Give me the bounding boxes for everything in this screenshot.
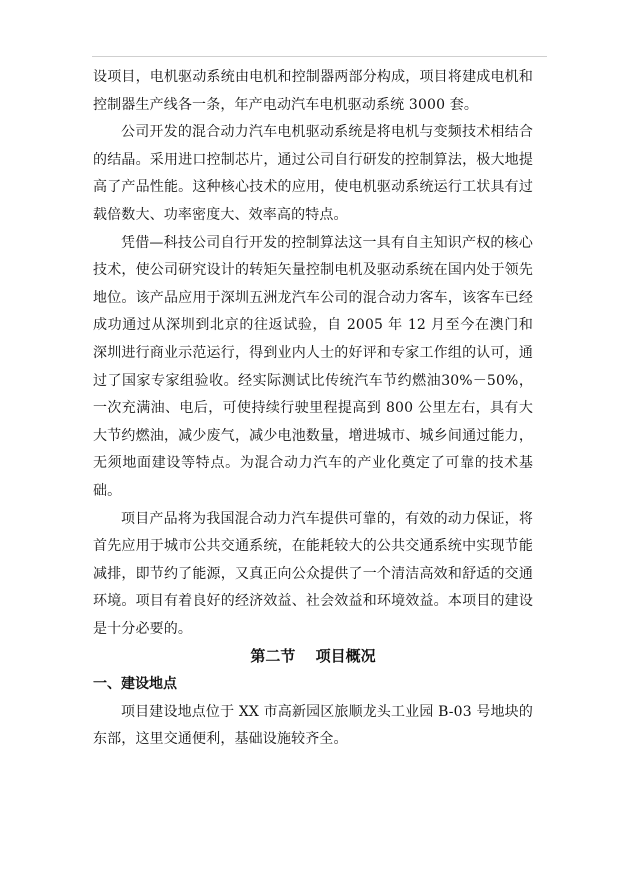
paragraph-necessity: 项目产品将为我国混合动力汽车提供可靠的，有效的动力保证，将首先应用于城市公共交通系统，在能耗较大的公共交通系统中实现节能减排，即节约了能源，又真正向公众提供了一个清洁高效和舒适的交通环境。项目有着良好的经济效益、社会效益和环境效益。本项目的建设是十分必要的。 bbox=[93, 510, 533, 637]
subsection-heading: 一、建设地点 bbox=[93, 676, 177, 693]
paragraph-location: 项目建设地点位于 XX 市高新园区旅顺龙头工业园 B-03 号地块的东部，这里交通便利，基础设施较齐全。 bbox=[93, 703, 533, 748]
paragraph-core-technology: 凭借—科技公司自行开发的控制算法这一具有自主知识产权的核心技术，使公司研究设计的转矩矢量控制电机及驱动系统在国内处于领先地位。该产品应用于深圳五洲龙汽车公司的混合动力客车，该客车已经成功通过从深圳到北京的往返试验，自 2005 年 12 月至今在澳门和深圳进行商业示范运行，得到业内人士的好评和专家工作组的认可，通过了国家专家组验收。经实际测试比传统汽车节约燃油30%－50%，一次充满油、电后，可使持续行驶里程提高到 800 公里左右，具有大大节约燃油，减少废气，减少电池数量，增进城市、城乡间通过能力，无须地面建设等特点。为混合动力汽车的产业化奠定了可靠的技术基础。 bbox=[93, 234, 533, 499]
document-body bbox=[93, 64, 533, 754]
paragraph-drive-system: 公司开发的混合动力汽车电机驱动系统是将电机与变频技术相结合的结晶。采用进口控制芯片，通过公司自行研发的控制算法，极大地提高了产品性能。这种核心技术的应用，使电机驱动系统运行工状具有过载倍数大、功率密度大、效率高的特点。 bbox=[93, 124, 533, 223]
paragraph-continuation: 设项目，电机驱动系统由电机和控制器两部分构成，项目将建成电机和控制器生产线各一条，年产电动汽车电机驱动系统 3000 套。 bbox=[93, 69, 533, 113]
section-title: 第二节 项目概况 bbox=[250, 647, 376, 666]
header-rule bbox=[92, 56, 547, 57]
